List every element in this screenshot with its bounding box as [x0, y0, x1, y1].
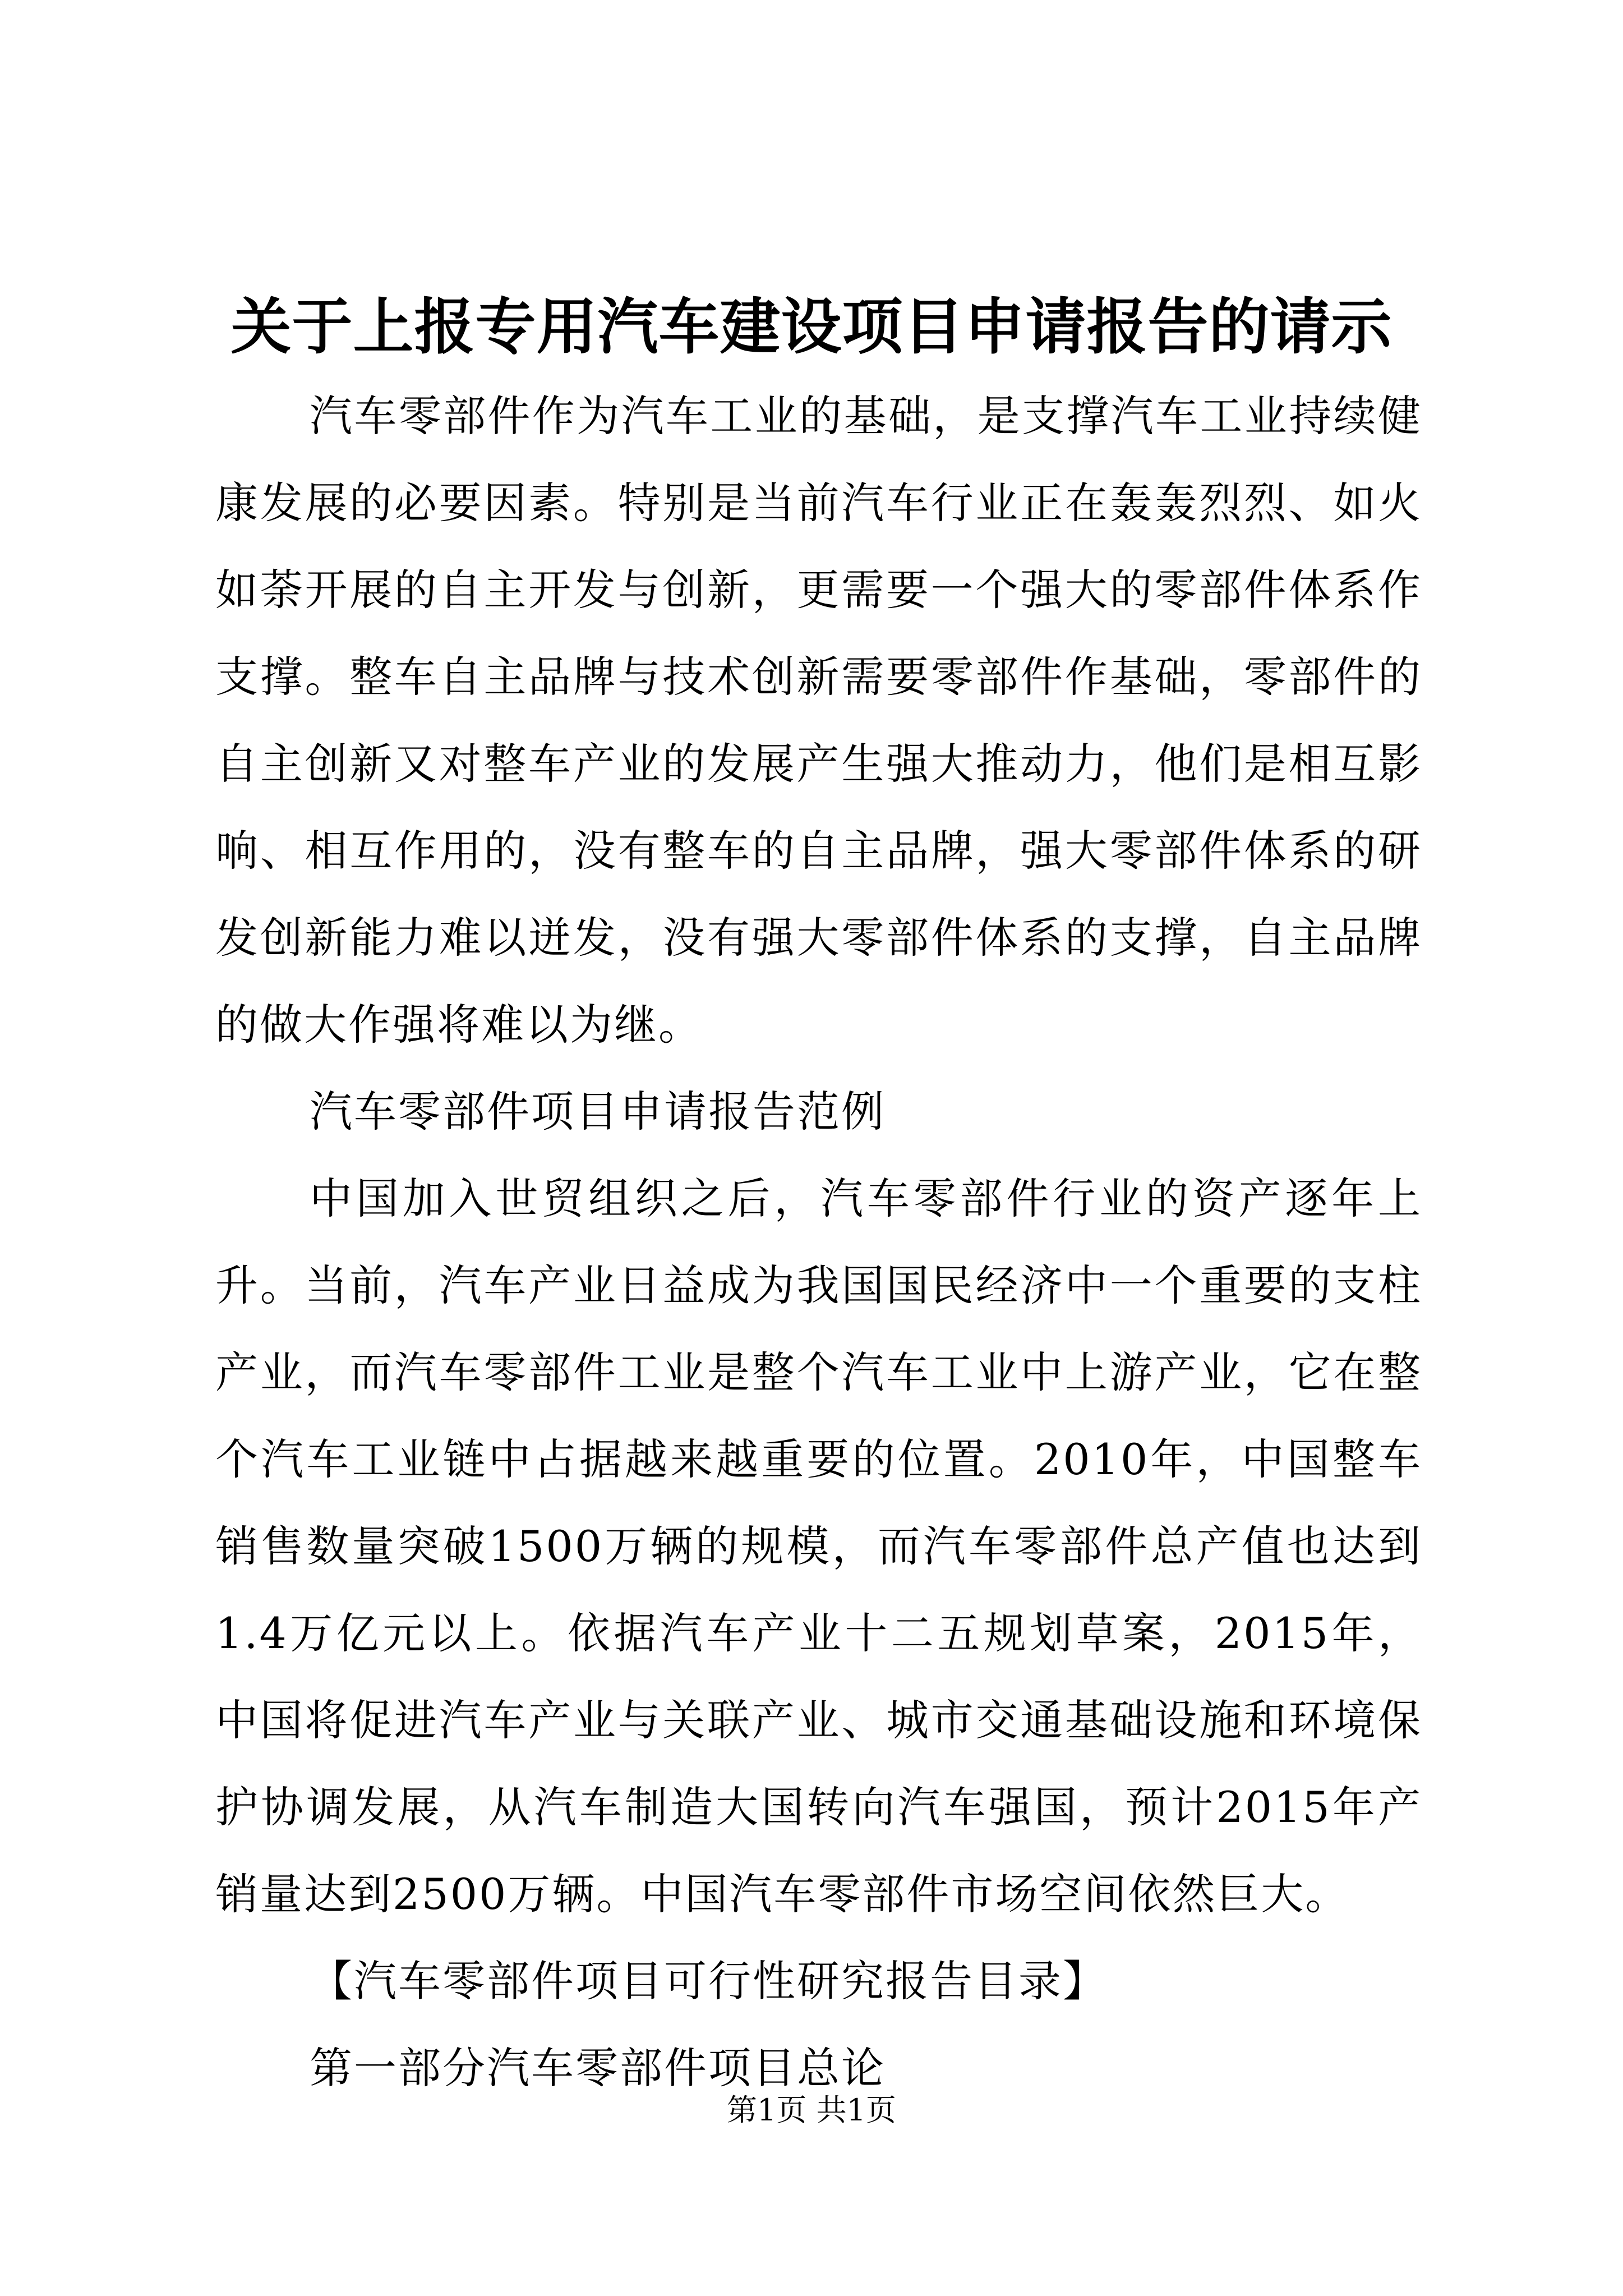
document-title: 关于上报专用汽车建设项目申请报告的请示: [230, 292, 1393, 362]
paragraph-heading-example: 汽车零部件项目申请报告范例: [310, 1087, 886, 1137]
page-footer: 第1页 共1页: [727, 2092, 896, 2128]
paragraph-intro: 汽车零部件作为汽车工业的基础，是支撑汽车工业持续健康发展的必要因素。特别是当前汽车行业正在轰轰烈烈、如火如荼开展的自主开发与创新，更需要一个强大的零部件体系作支撑。整车自主品牌与技术创新需要零部件作基础，零部件的自主创新又对整车产业的发展产生强大推动力，他们是相互影响、相互作用的，没有整车的自主品牌，强大零部件体系的研发创新能力难以迸发，没有强大零部件体系的支撑，自主品牌的做大作强将难以为继。: [215, 391, 1422, 1050]
document-body: [215, 372, 1422, 2111]
paragraph-part-one: 第一部分汽车零部件项目总论: [310, 2043, 886, 2093]
paragraph-industry: 中国加入世贸组织之后，汽车零部件行业的资产逐年上升。当前，汽车产业日益成为我国国民经济中一个重要的支柱产业，而汽车零部件工业是整个汽车工业中上游产业，它在整个汽车工业链中占据越来越重要的位置。2010年，中国整车销售数量突破1500万辆的规模，而汽车零部件总产值也达到1.4万亿元以上。依据汽车产业十二五规划草案，2015年，中国将促进汽车产业与关联产业、城市交通基础设施和环境保护协调发展，从汽车制造大国转向汽车强国，预计2015年产销量达到2500万辆。中国汽车零部件市场空间依然巨大。: [215, 1174, 1422, 1919]
paragraph-catalog-heading: 【汽车零部件项目可行性研究报告目录】: [310, 1956, 1107, 2006]
